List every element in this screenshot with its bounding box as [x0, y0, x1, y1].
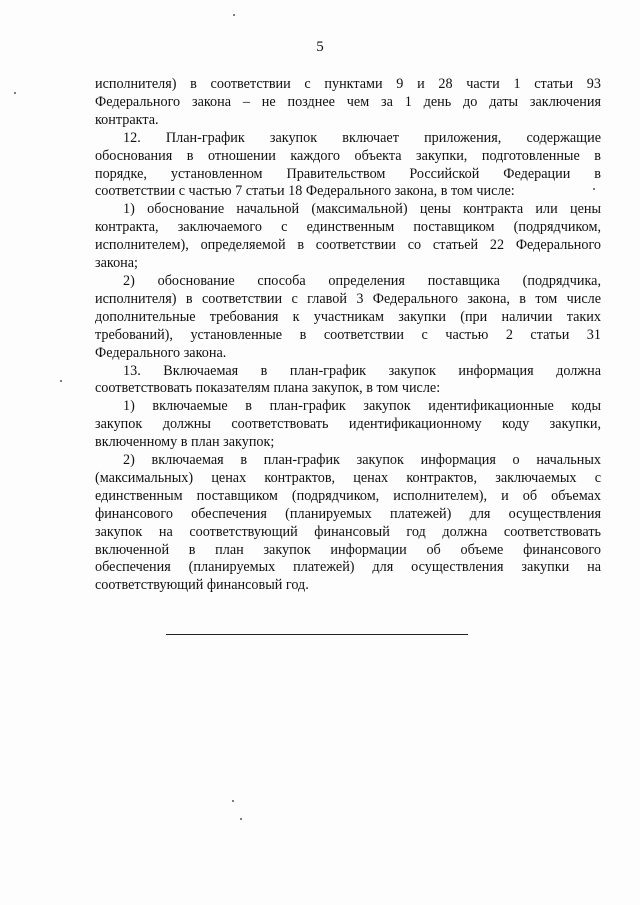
scan-speck	[240, 818, 242, 820]
text-line: включенной в план закупок информации об объеме финансового	[95, 541, 601, 558]
paragraph-subitem-13-1	[95, 398, 601, 452]
scan-speck	[14, 92, 16, 94]
text-line: Федерального закона – не позднее чем за 1 день до даты заключения	[95, 93, 601, 110]
paragraph-continuation	[95, 76, 601, 130]
text-line: закупок должны соответствовать идентификационному коду закупки,	[95, 416, 601, 433]
paragraph-item-13	[95, 363, 601, 399]
paragraph-subitem-12-2	[95, 273, 601, 363]
document-body	[95, 76, 601, 595]
text-line: требований), установленные в соответствии с частью 2 статьи 31	[95, 326, 601, 343]
text-line: контракта.	[95, 111, 159, 128]
scan-speck	[232, 800, 234, 802]
text-line: 2) включаемая в план-график закупок информация о начальных	[123, 452, 601, 469]
scan-speck	[233, 14, 235, 16]
text-line: обеспечения (планируемых платежей) для осуществления закупки на	[95, 559, 601, 576]
text-line: исполнителя) в соответствии с главой 3 Федерального закона, в том числе	[95, 290, 601, 307]
text-line: исполнителем), определяемой в соответствии со статьей 22 Федерального	[95, 237, 601, 254]
text-line: соответствовать показателям плана закупок, в том числе:	[95, 380, 441, 397]
text-line: финансового обеспечения (планируемых платежей) для осуществления	[95, 505, 601, 522]
text-line: 1) обоснование начальной (максимальной) цены контракта или цены	[123, 201, 601, 218]
paragraph-subitem-12-1	[95, 201, 601, 273]
text-line: единственным поставщиком (подрядчиком, исполнителем), и об объемах	[95, 487, 601, 504]
text-line: 12. План-график закупок включает приложения, содержащие	[123, 129, 601, 146]
text-line: 2) обоснование способа определения поставщика (подрядчика,	[123, 272, 601, 289]
text-line: соответствии с частью 7 статьи 18 Федерального закона, в том числе:	[95, 183, 515, 200]
text-line: порядке, установленном Правительством Российской Федерации в	[95, 165, 601, 182]
closing-rule	[166, 634, 468, 635]
text-line: 13. Включаемая в план-график закупок информация должна	[123, 362, 601, 379]
text-line: дополнительные требования к участникам закупки (при наличии таких	[95, 308, 601, 325]
page-number: 5	[316, 39, 324, 55]
text-line: исполнителя) в соответствии с пунктами 9 и 28 части 1 статьи 93	[95, 76, 601, 92]
text-line: закона;	[95, 255, 138, 272]
text-line: 1) включаемые в план-график закупок идентификационные коды	[123, 398, 601, 415]
text-line: Федерального закона.	[95, 344, 227, 361]
scan-speck	[593, 188, 595, 190]
text-line: соответствующий финансовый год.	[95, 577, 309, 594]
text-line: закупок на соответствующий финансовый год должна соответствовать	[95, 523, 601, 540]
text-line: обоснования в отношении каждого объекта закупки, подготовленные в	[95, 147, 601, 164]
text-line: включенному в план закупок;	[95, 434, 275, 451]
paragraph-subitem-13-2	[95, 452, 601, 595]
text-line: контракта, заключаемого с единственным поставщиком (подрядчиком,	[95, 219, 601, 236]
scan-speck	[60, 380, 62, 382]
text-line: (максимальных) ценах контрактов, ценах контрактов, заключаемых с	[95, 469, 601, 486]
paragraph-item-12	[95, 130, 601, 202]
